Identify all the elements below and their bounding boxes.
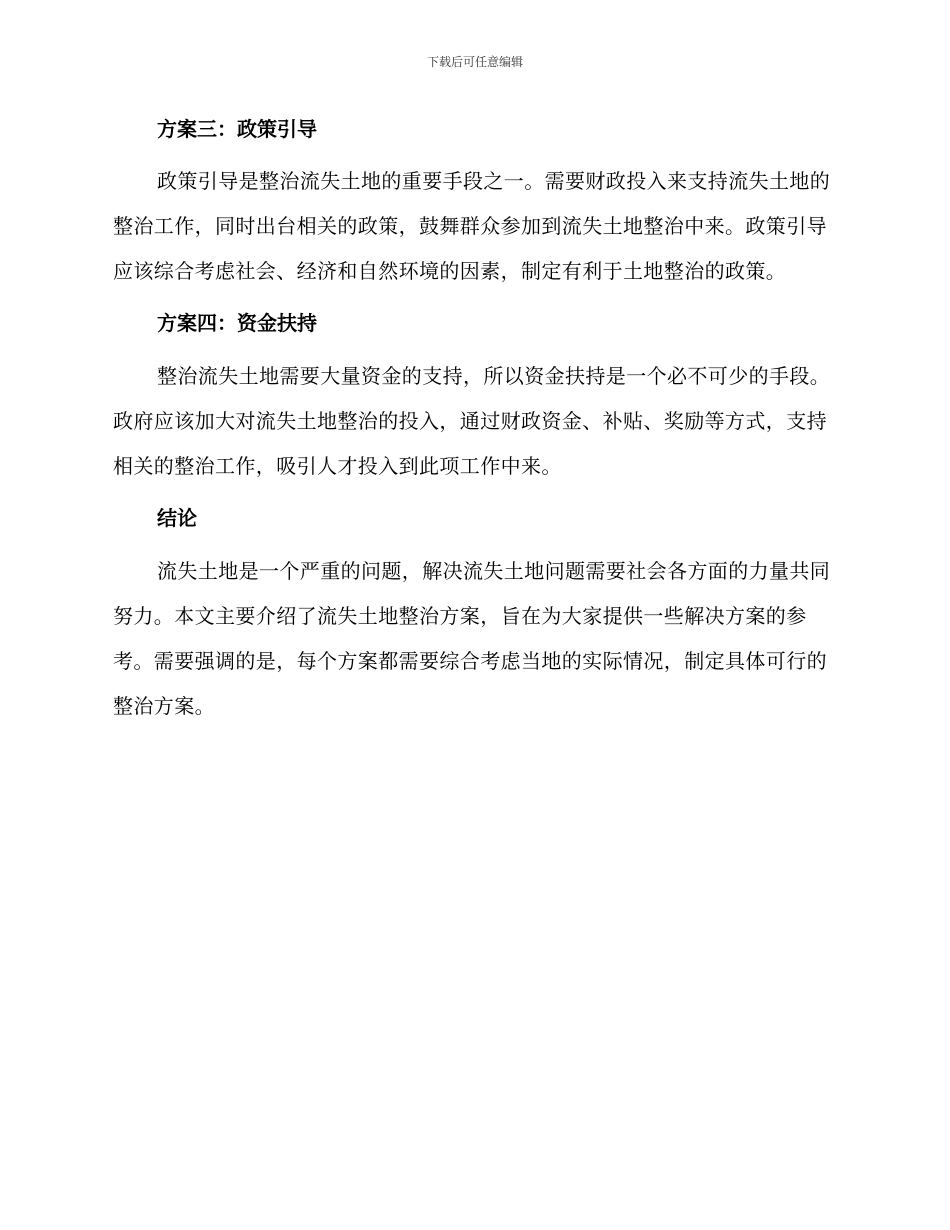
section-heading-plan-three: 方案三：政策引导 [157, 117, 317, 141]
section-paragraph-plan-four: 整治流失土地需要大量资金的支持，所以资金扶持是一个必不可少的手段。政府应该加大对流失土地整治的投入，通过财政资金、补贴、奖励等方式，支持相关的整治工作，吸引人才投入到此项工作中来。 [113, 364, 831, 478]
header-note: 下载后可任意编辑 [426, 55, 523, 69]
section-heading-conclusion: 结论 [157, 506, 197, 530]
section-paragraph-conclusion: 流失土地是一个严重的问题，解决流失土地问题需要社会各方面的力量共同努力。本文主要介绍了流失土地整治方案，旨在为大家提供一些解决方案的参考。需要强调的是，每个方案都需要综合考虑当地的实际情况，制定具体可行的整治方案。 [113, 559, 831, 718]
document-body [113, 110, 833, 729]
section-heading-plan-four: 方案四：资金扶持 [157, 311, 317, 335]
section-paragraph-plan-three: 政策引导是整治流失土地的重要手段之一。需要财政投入来支持流失土地的整治工作，同时出台相关的政策，鼓舞群众参加到流失土地整治中来。政策引导应该综合考虑社会、经济和自然环境的因素，制定有利于土地整治的政策。 [113, 169, 831, 283]
